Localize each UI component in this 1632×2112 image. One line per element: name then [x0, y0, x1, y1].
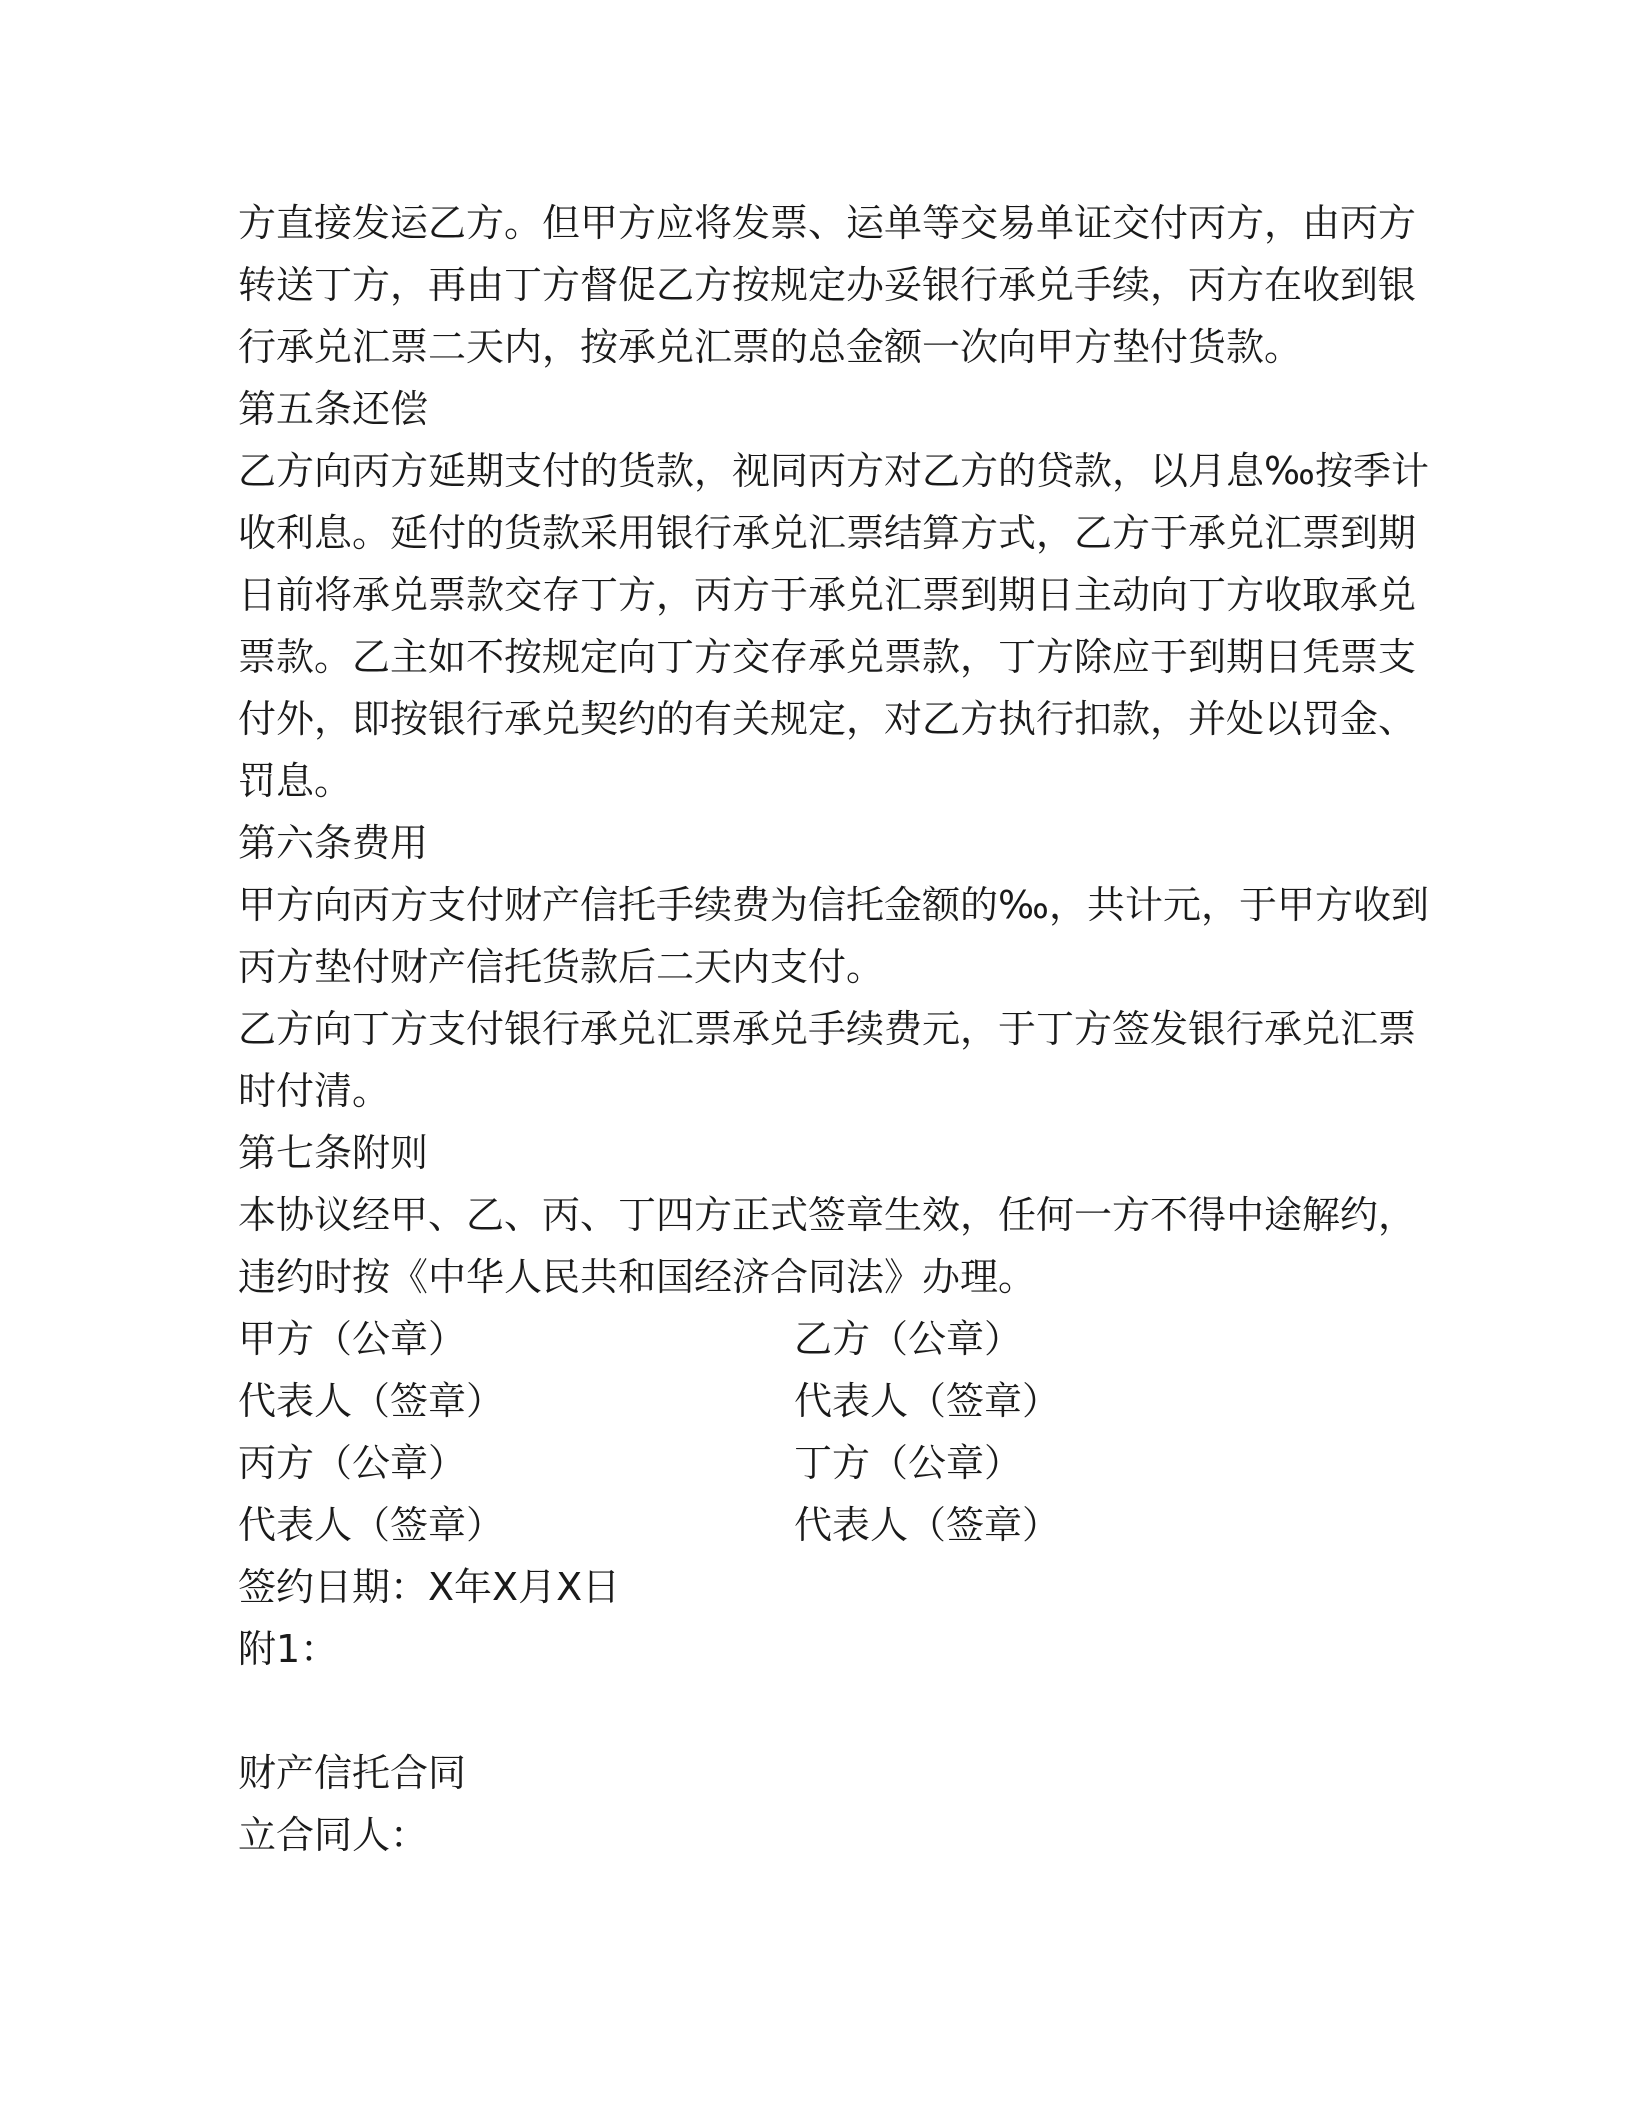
text-line: 日前将承兑票款交存丁方，丙方于承兑汇票到期日主动向丁方收取承兑 [238, 573, 1417, 617]
party-b-seal: 乙方（公章） [794, 1317, 1023, 1361]
party-c-representative: 代表人（签章） [238, 1503, 505, 1547]
text-line: 付外，即按银行承兑契约的有关规定，对乙方执行扣款，并处以罚金、 [238, 697, 1417, 741]
text-line: 乙方向丁方支付银行承兑汇票承兑手续费元，于丁方签发银行承兑汇票 [238, 1007, 1417, 1051]
article-5-section [238, 378, 1429, 812]
article-6-section [238, 812, 1429, 1122]
party-c-seal: 丙方（公章） [238, 1441, 467, 1485]
text-line: 本协议经甲、乙、丙、丁四方正式签章生效，任何一方不得中途解约， [238, 1193, 1417, 1237]
text-line: 丙方垫付财产信托货款后二天内支付。 [238, 945, 885, 989]
text-line: 罚息。 [238, 759, 353, 803]
text-line: 方直接发运乙方。但甲方应将发票、运单等交易单证交付丙方，由丙方 [238, 201, 1417, 245]
party-d-representative: 代表人（签章） [794, 1503, 1061, 1547]
party-a-representative: 代表人（签章） [238, 1379, 505, 1423]
attachment-label: 附1： [238, 1627, 339, 1671]
article-7-section [238, 1122, 1417, 1308]
article-6-heading: 第六条费用 [238, 821, 429, 865]
signature-row [238, 1370, 1398, 1432]
sign-date: 签约日期：X年X月X日 [238, 1565, 621, 1609]
party-b-representative: 代表人（签章） [794, 1379, 1061, 1423]
party-a-seal: 甲方（公章） [238, 1317, 467, 1361]
contract-title: 财产信托合同 [238, 1751, 467, 1795]
text-line: 行承兑汇票二天内，按承兑汇票的总金额一次向甲方垫付货款。 [238, 325, 1303, 369]
text-line: 违约时按《中华人民共和国经济合同法》办理。 [238, 1255, 1037, 1299]
text-line: 转送丁方，再由丁方督促乙方按规定办妥银行承兑手续，丙方在收到银 [238, 263, 1417, 307]
text-line: 乙方向丙方延期支付的货款，视同丙方对乙方的贷款，以月息‰按季计 [238, 449, 1429, 493]
text-line: 票款。乙主如不按规定向丁方交存承兑票款，丁方除应于到期日凭票支 [238, 635, 1417, 679]
text-line: 时付清。 [238, 1069, 391, 1113]
signature-row [238, 1432, 1398, 1494]
blank-line [238, 1680, 1398, 1742]
signature-block [238, 1308, 1398, 1556]
text-line: 甲方向丙方支付财产信托手续费为信托金额的‰，共计元，于甲方收到 [238, 883, 1429, 927]
text-line: 收利息。延付的货款采用银行承兑汇票结算方式，乙方于承兑汇票到期 [238, 511, 1417, 555]
signature-row [238, 1308, 1398, 1370]
document-page [238, 192, 1429, 1866]
party-d-seal: 丁方（公章） [794, 1441, 1023, 1485]
intro-paragraph [238, 192, 1417, 378]
article-7-heading: 第七条附则 [238, 1131, 429, 1175]
parties-label: 立合同人： [238, 1813, 429, 1857]
signature-row [238, 1494, 1398, 1556]
article-5-heading: 第五条还偿 [238, 387, 429, 431]
